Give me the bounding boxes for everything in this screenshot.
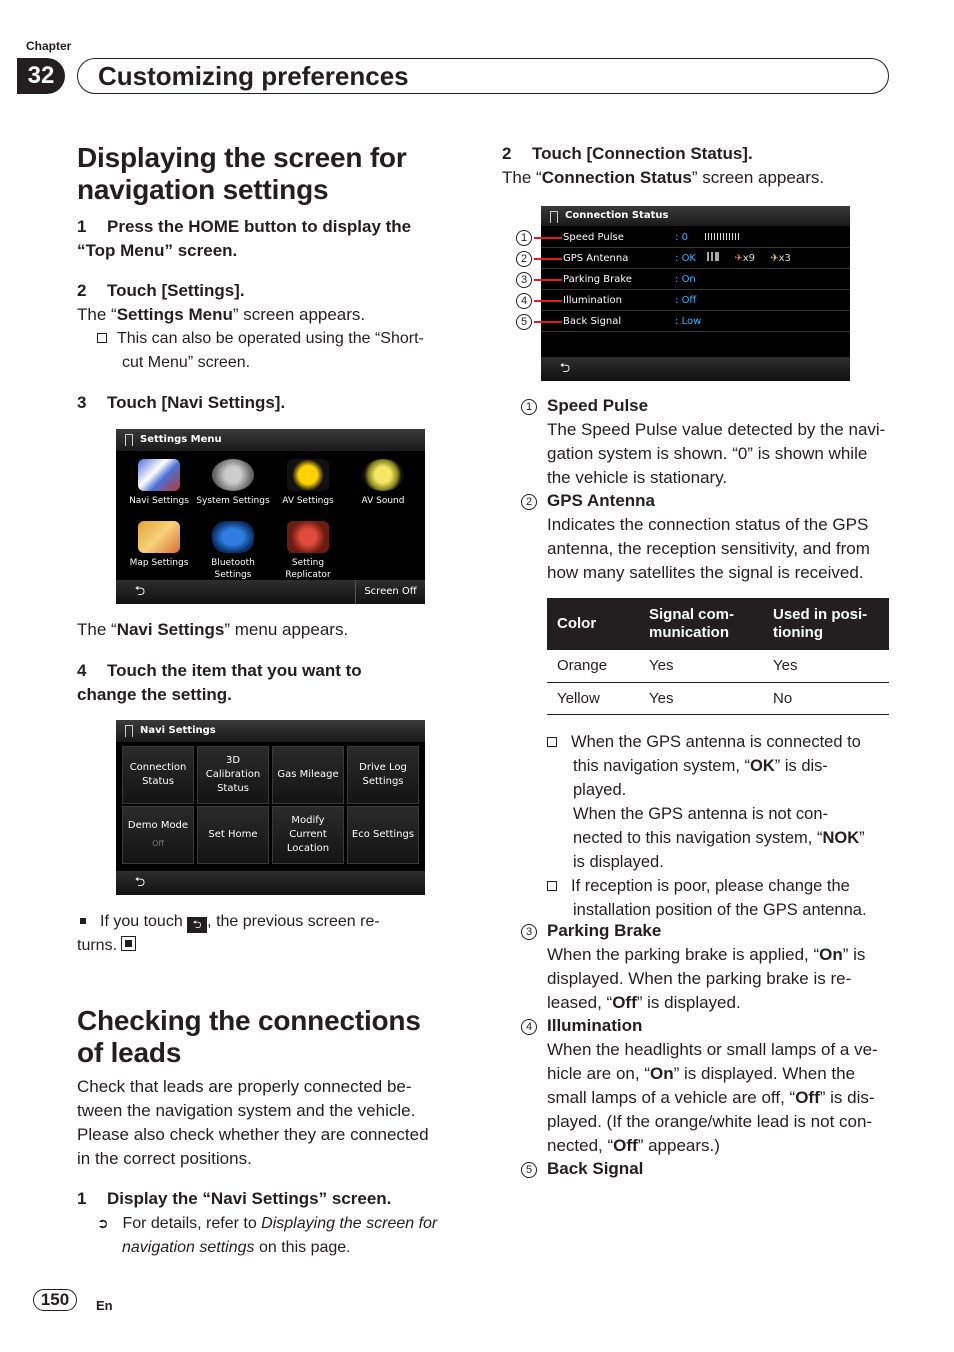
text-line: the vehicle is stationary.	[547, 468, 728, 487]
header-text: Color	[557, 615, 597, 632]
bold-text: NOK	[822, 829, 860, 847]
parking-brake-value: On	[681, 274, 696, 285]
av-settings-item[interactable]	[271, 459, 345, 507]
text: ” menu appears.	[224, 620, 349, 639]
item-label: AV Sound	[361, 496, 405, 506]
bold-text: On	[650, 1064, 674, 1083]
item-number: 1	[521, 399, 537, 415]
gas-mileage-button[interactable]	[272, 746, 344, 804]
bold-text: Navi Settings	[116, 620, 225, 639]
step-4	[77, 659, 467, 707]
text-line: antenna, the reception sensitivity, and from	[547, 539, 870, 558]
map-icon	[138, 521, 180, 553]
title-line: of leads	[77, 1037, 182, 1068]
intro-line: in the correct positions.	[77, 1149, 252, 1168]
step-number: 3	[77, 393, 87, 412]
text: When the parking brake is applied, “	[547, 945, 820, 964]
text: ” screen appears.	[691, 168, 825, 187]
back-icon: ⮌	[187, 917, 207, 933]
bold-text: Connection Status	[541, 168, 692, 187]
speed-pulse-row	[541, 227, 850, 248]
header-text: tioning	[773, 624, 823, 641]
step-text: change the setting.	[77, 685, 232, 704]
callout-4: 4	[516, 293, 532, 309]
text: hicle are on, “	[547, 1064, 650, 1083]
row-label: Illumination	[563, 295, 622, 306]
table-cell: Yes	[763, 650, 889, 682]
ref-text: on this page.	[254, 1239, 351, 1256]
screen-titlebar	[116, 720, 425, 742]
button-label: 3D Calibration Status	[205, 755, 261, 794]
item-title: Speed Pulse	[547, 396, 649, 415]
item-label: Map Settings	[129, 558, 189, 568]
note-text: If reception is poor, please change the	[571, 877, 850, 895]
note-text: cut Menu” screen.	[122, 354, 251, 371]
text: ” appears.)	[637, 1136, 720, 1155]
yellow-satellite-icon: ✈	[770, 253, 779, 264]
music-note-icon	[287, 459, 329, 491]
back-signal-row	[541, 311, 850, 332]
text: small lamps of a vehicle are off, “	[547, 1088, 796, 1107]
text-line: how many satellites the signal is received.	[547, 563, 864, 582]
bold-text: On	[819, 945, 843, 964]
note-checkbox-icon	[97, 333, 107, 343]
end-mark-icon	[121, 936, 136, 951]
table-row	[547, 682, 889, 714]
note-text: installation position of the GPS antenna.	[573, 901, 867, 919]
ref-text: For details, refer to	[122, 1215, 262, 1232]
right-step-2	[502, 142, 753, 166]
note-text: is displayed.	[573, 853, 664, 871]
note-text: this navigation system, “	[573, 757, 750, 775]
section2-step-1-ref	[97, 1211, 467, 1260]
bold-text: Off	[613, 1136, 638, 1155]
gear-icon	[212, 459, 254, 491]
text: ” screen appears.	[232, 305, 366, 324]
illumination-value: Off	[681, 295, 697, 306]
item-parking-brake-text	[547, 943, 897, 1015]
bluetooth-icon	[212, 521, 254, 553]
map-settings-item[interactable]	[122, 521, 196, 569]
button-label: Connection Status	[129, 762, 187, 787]
button-label: Drive Log Settings	[359, 762, 407, 787]
item-number: 4	[521, 1019, 537, 1035]
step-number: 2	[77, 281, 87, 300]
text: The “	[502, 168, 542, 187]
screen-titlebar	[116, 429, 425, 451]
item-gps-antenna-head	[521, 489, 655, 513]
callout-line	[534, 321, 562, 323]
step-1	[77, 215, 467, 263]
chapter-title: Customizing preferences	[98, 61, 409, 91]
gps-antenna-row	[541, 248, 850, 269]
text: nected, “	[547, 1136, 614, 1155]
row-value: : On	[675, 274, 696, 285]
bold-text: Settings Menu	[116, 305, 233, 324]
text: leased, “	[547, 993, 613, 1012]
note-text: ” is dis-	[774, 757, 828, 775]
item-title: GPS Antenna	[547, 491, 655, 510]
yellow-satellite-count: x3	[778, 253, 791, 264]
step-text: Touch [Settings].	[107, 281, 245, 300]
step-number: 2	[502, 144, 512, 163]
language-code: En	[96, 1298, 113, 1313]
callout-line	[534, 258, 562, 260]
screen-title: Connection Status	[565, 210, 669, 221]
callout-line	[534, 300, 562, 302]
header-text: Signal com-	[649, 606, 735, 623]
note-text: This can also be operated using the “Short-	[117, 330, 424, 347]
title-line: navigation settings	[77, 174, 329, 205]
text: ” is dis-	[819, 1088, 875, 1107]
text: ” is	[842, 945, 866, 964]
gps-antenna-value: OK	[681, 253, 696, 264]
tip-text: turns.	[77, 937, 118, 954]
parking-brake-row	[541, 269, 850, 290]
modify-current-location-button[interactable]	[272, 806, 344, 864]
item-title: Parking Brake	[547, 921, 662, 940]
step-text: Press the HOME button to display the	[107, 217, 412, 236]
speed-pulse-value: 0	[681, 232, 688, 243]
signal-strength-icon	[707, 252, 719, 261]
step-3	[77, 391, 285, 415]
title-line: Checking the connections	[77, 1005, 421, 1036]
menu-icon	[125, 725, 133, 737]
section2-intro	[77, 1075, 472, 1171]
item-label: AV Settings	[282, 496, 334, 506]
row-label: Parking Brake	[563, 274, 632, 285]
button-label: Modify Current Location	[286, 815, 330, 854]
arrow-icon: ➲	[97, 1215, 109, 1231]
header-color	[547, 598, 639, 650]
callout-1: 1	[516, 230, 532, 246]
step-text: Touch the item that you want to	[107, 661, 362, 680]
system-settings-item[interactable]	[196, 459, 270, 507]
screen-title: Navi Settings	[140, 725, 216, 736]
orange-satellite-icon: ✈	[734, 253, 743, 264]
item-back-signal-head	[521, 1157, 643, 1181]
screen-title: Settings Menu	[140, 434, 222, 445]
step-text: Touch [Connection Status].	[532, 144, 753, 163]
table-cell: Yellow	[547, 682, 639, 714]
step-text: “Top Menu” screen.	[77, 241, 238, 260]
navi-settings-item[interactable]	[122, 459, 196, 507]
row-value: : 0	[675, 227, 741, 248]
menu-icon	[125, 434, 133, 446]
step-2-note	[97, 327, 467, 375]
chapter-number: 32	[17, 58, 65, 94]
tip-text: , the previous screen re-	[207, 913, 380, 930]
back-icon[interactable]: ⮌	[134, 584, 146, 599]
back-icon[interactable]: ⮌	[134, 875, 146, 890]
checkered-flag-icon	[138, 459, 180, 491]
header-text: munication	[649, 624, 730, 641]
header-text: Used in posi-	[773, 606, 868, 623]
section-title-checking	[77, 1005, 421, 1069]
callout-2: 2	[516, 251, 532, 267]
row-label: Speed Pulse	[563, 232, 624, 243]
settings-menu-screenshot	[116, 429, 425, 604]
intro-line: tween the navigation system and the vehicle.	[77, 1101, 416, 1120]
text-line: gation system is shown. “0” is shown while	[547, 444, 868, 463]
pulse-bar-icon	[705, 233, 741, 240]
3d-calibration-status-button[interactable]	[197, 746, 269, 804]
tip-text: If you touch	[100, 913, 183, 930]
header-positioning	[763, 598, 889, 650]
signal-table	[547, 598, 889, 715]
setting-replicator-item[interactable]	[271, 521, 345, 581]
note-text: When the GPS antenna is connected to	[571, 733, 861, 751]
gps-note-1	[547, 730, 897, 922]
table-row	[547, 650, 889, 682]
row-value: : OK ✈x9 ✈x3	[675, 253, 791, 264]
item-number: 3	[521, 924, 537, 940]
button-label: Eco Settings	[351, 829, 415, 840]
item-speed-pulse-text	[547, 418, 897, 490]
screen-bottombar	[541, 357, 850, 381]
text: The “	[77, 620, 117, 639]
text: ” is displayed.	[636, 993, 741, 1012]
callout-3: 3	[516, 272, 532, 288]
item-illumination-text	[547, 1038, 897, 1158]
item-speed-pulse-head	[521, 394, 648, 418]
back-tip	[77, 910, 467, 958]
section2-step-1	[77, 1187, 391, 1211]
item-label: System Settings	[196, 496, 270, 506]
button-label: Set Home	[208, 829, 258, 840]
item-illumination-head	[521, 1014, 642, 1038]
item-number: 2	[521, 494, 537, 510]
row-value: : Low	[675, 316, 702, 327]
text: displayed. When the parking brake is re-	[547, 969, 852, 988]
bullet-icon	[80, 918, 86, 924]
step-2-result	[77, 303, 365, 327]
note-checkbox-icon	[547, 737, 557, 747]
item-gps-antenna-text	[547, 513, 897, 585]
step-number: 1	[77, 217, 87, 236]
step-text: Display the “Navi Settings” screen.	[107, 1189, 392, 1208]
header-signal	[639, 598, 763, 650]
step-number: 4	[77, 661, 87, 680]
item-label: Bluetooth Settings	[211, 558, 255, 580]
text: ” is displayed. When the	[673, 1064, 856, 1083]
text: The “	[77, 305, 117, 324]
set-home-button[interactable]	[197, 806, 269, 864]
note-text: played.	[573, 781, 627, 799]
page-number: 150	[33, 1289, 77, 1311]
item-number: 5	[521, 1162, 537, 1178]
row-value: : Off	[675, 295, 697, 306]
table-cell: Yes	[639, 650, 763, 682]
callout-5: 5	[516, 314, 532, 330]
connection-status-screenshot	[541, 206, 850, 381]
note-text: ”	[859, 829, 865, 847]
row-label: Back Signal	[563, 316, 622, 327]
demo-mode-button[interactable]	[122, 806, 194, 864]
screen-bottombar	[116, 580, 425, 604]
screen-off-button[interactable]: Screen Off	[355, 580, 425, 604]
connection-status-button[interactable]	[122, 746, 194, 804]
navi-settings-screenshot	[116, 720, 425, 895]
step-text: Touch [Navi Settings].	[107, 393, 286, 412]
step-number: 1	[77, 1189, 87, 1208]
button-label: Demo Mode	[127, 820, 189, 831]
note-text: When the GPS antenna is not con-	[573, 805, 828, 823]
note-text: nected to this navigation system, “	[573, 829, 823, 847]
table-header-row	[547, 598, 889, 650]
illumination-row	[541, 290, 850, 311]
button-label: Gas Mileage	[277, 769, 339, 780]
table-cell: No	[763, 682, 889, 714]
row-label: GPS Antenna	[563, 253, 629, 264]
step-3-result	[77, 618, 348, 642]
replicator-icon	[287, 521, 329, 553]
title-line: Displaying the screen for	[77, 142, 407, 173]
table-cell: Orange	[547, 650, 639, 682]
screen-titlebar	[541, 206, 850, 226]
right-step-2-result	[502, 166, 824, 190]
bluetooth-settings-item[interactable]	[196, 521, 270, 581]
section-title-displaying	[77, 142, 407, 206]
text-line: The Speed Pulse value detected by the navi-	[547, 420, 886, 439]
bold-text: Off	[795, 1088, 820, 1107]
back-signal-value: Low	[681, 316, 702, 327]
item-label: Setting Replicator	[285, 558, 331, 580]
item-title: Back Signal	[547, 1159, 644, 1178]
back-icon[interactable]: ⮌	[559, 361, 571, 376]
text-line: Indicates the connection status of the GPS	[547, 515, 869, 534]
text: played. (If the orange/white lead is not con-	[547, 1112, 873, 1131]
ref-link[interactable]: Displaying the screen for	[261, 1215, 438, 1232]
menu-icon	[550, 211, 558, 223]
orange-satellite-count: x9	[742, 253, 756, 264]
note-checkbox-icon	[547, 881, 557, 891]
intro-line: Check that leads are properly connected be-	[77, 1077, 412, 1096]
ref-link[interactable]: navigation settings	[122, 1239, 255, 1256]
bold-text: Off	[612, 993, 637, 1012]
av-sound-item[interactable]	[346, 459, 420, 507]
drive-log-settings-button[interactable]	[347, 746, 419, 804]
item-title: Illumination	[547, 1016, 643, 1035]
screen-bottombar	[116, 871, 425, 895]
bold-text: OK	[750, 757, 775, 775]
callout-line	[534, 279, 562, 281]
step-2	[77, 279, 245, 303]
table-cell: Yes	[639, 682, 763, 714]
item-parking-brake-head	[521, 919, 661, 943]
callout-line	[534, 237, 562, 239]
text: When the headlights or small lamps of a ve-	[547, 1040, 878, 1059]
demo-mode-value: Off	[152, 839, 164, 848]
speaker-icon	[362, 459, 404, 491]
item-label: Navi Settings	[129, 496, 189, 506]
chapter-label: Chapter	[26, 39, 72, 53]
eco-settings-button[interactable]	[347, 806, 419, 864]
intro-line: Please also check whether they are connected	[77, 1125, 429, 1144]
